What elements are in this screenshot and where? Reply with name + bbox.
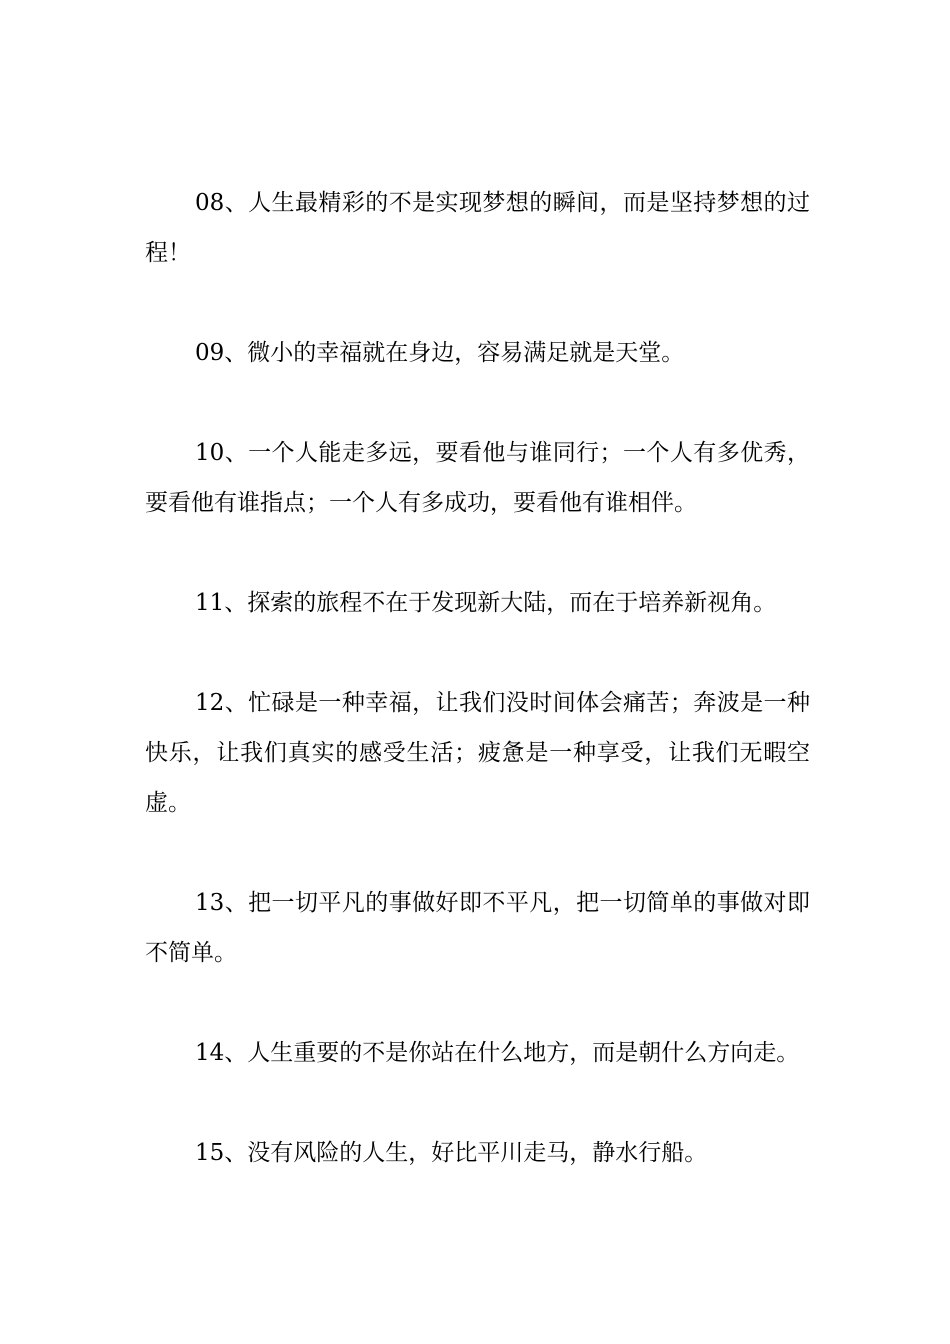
quote-paragraph-08: 08、人生最精彩的不是实现梦想的瞬间，而是坚持梦想的过程！ — [145, 190, 810, 266]
quote-paragraph-12: 12、忙碌是一种幸福，让我们没时间体会痛苦；奔波是一种快乐，让我们真实的感受生活；疲惫是一种享受，让我们无暇空虚。 — [145, 690, 810, 816]
quote-paragraph-13: 13、把一切平凡的事做好即不平凡，把一切简单的事做对即不简单。 — [145, 890, 810, 966]
quote-paragraph-09: 09、微小的幸福就在身边，容易满足就是天堂。 — [195, 340, 685, 366]
quote-paragraph-15: 15、没有风险的人生，好比平川走马，静水行船。 — [195, 1140, 708, 1166]
quote-paragraph-14: 14、人生重要的不是你站在什么地方，而是朝什么方向走。 — [195, 1040, 800, 1066]
quote-paragraph-10: 10、一个人能走多远，要看他与谁同行；一个人有多优秀，要看他有谁指点；一个人有多成功，要看他有谁相伴。 — [145, 440, 810, 516]
quote-paragraph-11: 11、探索的旅程不在于发现新大陆，而在于培养新视角。 — [195, 590, 777, 616]
document-page — [145, 178, 810, 1228]
